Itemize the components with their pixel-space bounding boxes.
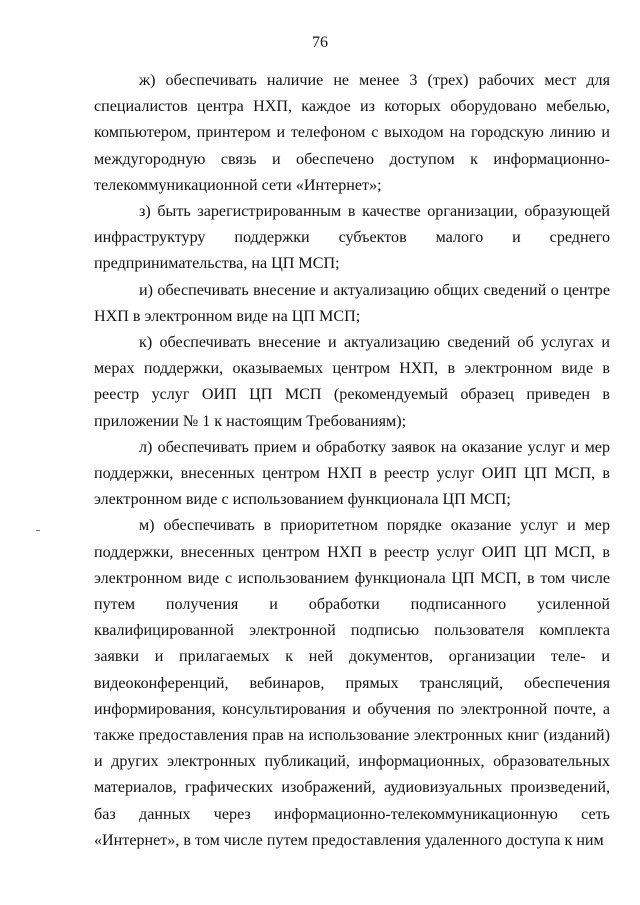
paragraph-z: з) быть зарегистрированным в качестве организации, образующей инфраструктуру поддержки субъектов малого и среднего предпринимательства, на ЦП МСП; (94, 203, 610, 273)
paragraph-m: м) обеспечивать в приоритетном порядке оказание услуг и мер поддержки, внесенных центром НХП в реестр услуг ОИП ЦП МСП, в электронном виде с использованием функционала ЦП МСП, в том числе путем получения и обработки подписанного усиленной квалифицированной электронной подписью пользователя комплекта заявки и прилагаемых к ней документов, организации теле- и видеоконференций, вебинаров, прямых трансляций, обеспечения информирования, консультирования и обучения по электронной почте, а также предоставления прав на использование электронных книг (изданий) и других электронных публикаций, информационных, образовательных материалов, графических изображений, аудиовизуальных произведений, баз данных через информационно-телекоммуникационную сеть «Интернет», в том числе путем предоставления удаленного доступа к ним (94, 517, 610, 849)
scan-mark (36, 530, 40, 531)
paragraph-i: и) обеспечивать внесение и актуализацию общих сведений о центре НХП в электронном виде на ЦП МСП; (94, 281, 610, 325)
page-number: 76 (312, 34, 328, 51)
paragraph-l: л) обеспечивать прием и обработку заявок на оказание услуг и мер поддержки, внесенных центром НХП в реестр услуг ОИП ЦП МСП, в электронном виде с использованием функционала ЦП МСП; (94, 438, 610, 509)
paragraph-k: к) обеспечивать внесение и актуализацию сведений об услугах и мерах поддержки, оказываемых центром НХП, в электронном виде в реестр услуг ОИП ЦП МСП (рекомендуемый образец приведен в приложении № 1 к настоящим Требованиям); (94, 334, 610, 430)
paragraph-zh: ж) обеспечивать наличие не менее 3 (трех) рабочих мест для специалистов центра НХП, каждое из которых оборудовано мебелью, компьютером, принтером и телефоном с выходом на городскую линию и междугородную связь и обеспечено доступом к информационно-телекоммуникационной сети «Интернет»; (94, 72, 610, 194)
document-body (94, 68, 610, 854)
